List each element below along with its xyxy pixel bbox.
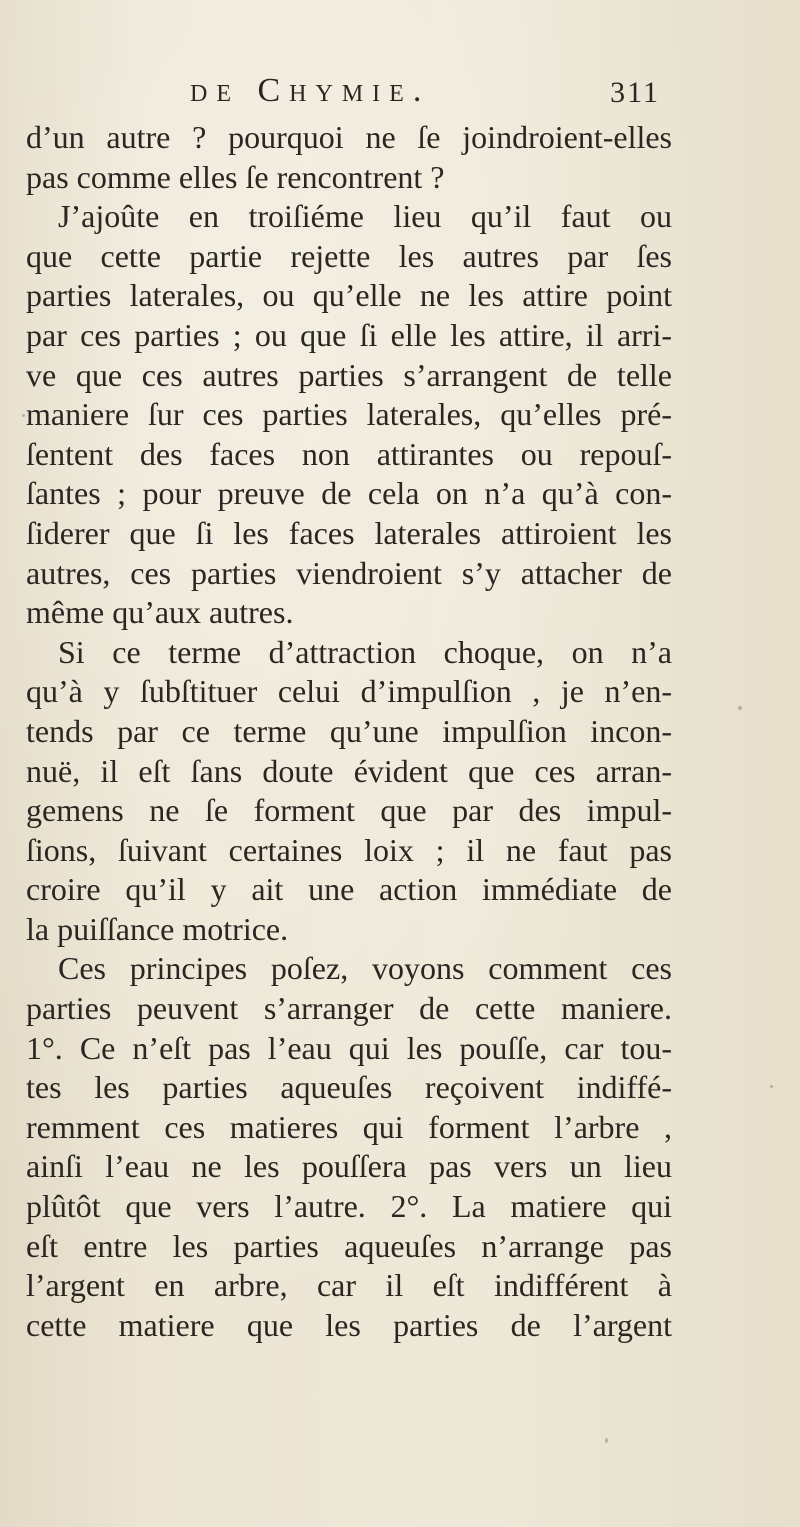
- text-line: ſions, ſuivant certaines loix ; il ne faut pas: [26, 831, 672, 868]
- text-line: ſantes ; pour preuve de cela on n’a qu’à con-: [26, 475, 672, 512]
- text-line: eſt entre les parties aqueuſes n’arrange pas: [26, 1227, 672, 1264]
- text-line: la puiſſance motrice.: [26, 910, 289, 947]
- text-line: 1°. Ce n’eſt pas l’eau qui les pouſſe, car tou-: [26, 1029, 672, 1066]
- paragraph-start-line: J’ajoûte en troiſiéme lieu qu’il faut ou: [58, 198, 672, 235]
- text-line: cette matiere que les parties de l’argent: [26, 1306, 672, 1343]
- text-line: par ces parties ; ou que ſi elle les attire, il arri-: [26, 316, 672, 353]
- text-line: même qu’aux autres.: [26, 594, 294, 631]
- text-line: croire qu’il y ait une action immédiate de: [26, 871, 672, 908]
- paper-speck: [22, 414, 25, 417]
- text-line: parties peuvent s’arranger de cette maniere.: [26, 990, 672, 1027]
- paper-speck: [605, 1438, 608, 1443]
- text-line: nuë, il eſt ſans doute évident que ces arran-: [26, 752, 672, 789]
- text-line: remment ces matieres qui forment l’arbre ,: [26, 1108, 672, 1145]
- text-line: tends par ce terme qu’une impulſion incon-: [26, 712, 672, 749]
- text-line: ainſi l’eau ne les pouſſera pas vers un lieu: [26, 1148, 672, 1185]
- page-header: [190, 72, 660, 112]
- text-line: plûtôt que vers l’autre. 2°. La matiere qui: [26, 1188, 672, 1225]
- paragraph-start-line: Ces principes poſez, voyons comment ces: [58, 950, 672, 987]
- text-line: d’un autre ? pourquoi ne ſe joindroient-elles: [26, 119, 672, 155]
- text-line: parties laterales, ou qu’elle ne les attire point: [26, 277, 672, 314]
- text-line: autres, ces parties viendroient s’y attacher de: [26, 554, 672, 591]
- paper-speck: [738, 706, 742, 710]
- text-line: pas comme elles ſe rencontrent ?: [26, 158, 445, 195]
- running-head: de Chymie.: [190, 72, 431, 109]
- text-line: l’argent en arbre, car il eſt indifférent à: [26, 1267, 672, 1304]
- text-line: gemens ne ſe forment que par des impul-: [26, 792, 672, 829]
- text-line: ve que ces autres parties s’arrangent de telle: [26, 356, 672, 393]
- page-number: 311: [610, 76, 660, 109]
- text-line: ſentent des faces non attirantes ou repouſ-: [26, 435, 672, 472]
- paper-speck: [770, 1085, 773, 1088]
- text-line: que cette partie rejette les autres par ſes: [26, 237, 672, 274]
- body-text: [26, 118, 672, 1345]
- text-line: ſiderer que ſi les faces laterales attiroient les: [26, 514, 672, 551]
- text-line: tes les parties aqueuſes reçoivent indiffé-: [26, 1069, 672, 1106]
- text-line: maniere ſur ces parties laterales, qu’elles pré-: [26, 396, 672, 433]
- text-line: qu’à y ſubſtituer celui d’impulſion , je n’en-: [26, 673, 672, 710]
- paragraph-start-line: Si ce terme d’attraction choque, on n’a: [58, 633, 672, 670]
